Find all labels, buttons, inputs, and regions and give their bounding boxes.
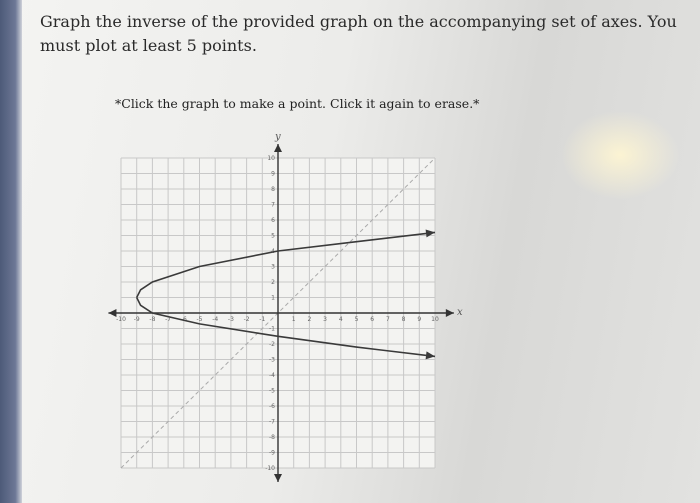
y-tick-label: -1 [269, 325, 275, 333]
y-tick-label: -3 [269, 356, 275, 364]
y-tick-label: 3 [271, 263, 275, 271]
x-tick-label: 10 [431, 316, 439, 323]
x-axis-label: x [456, 307, 463, 318]
y-axis-arrow-up [274, 144, 282, 152]
y-axis-label: y [275, 131, 281, 143]
x-tick-label: -7 [165, 316, 172, 323]
y-tick-label: -7 [269, 418, 275, 426]
x-tick-label: 8 [401, 316, 406, 323]
x-tick-label: 5 [354, 316, 359, 323]
y-tick-label: 8 [271, 186, 275, 193]
x-tick-label: 4 [338, 316, 343, 323]
x-tick-label: -3 [227, 316, 234, 323]
question-text: Graph the inverse of the provided graph on the accompanying set of axes. You must plot at least 5 points. [40, 12, 677, 55]
y-tick-label: -10 [265, 465, 275, 472]
x-tick-label: 7 [385, 316, 390, 323]
x-axis-arrow-right [446, 309, 454, 317]
y-axis-arrow-down [274, 474, 282, 482]
x-tick-label: 9 [417, 316, 422, 323]
y-tick-label: -4 [269, 372, 275, 379]
graph-instruction: *Click the graph to make a point. Click it again to erase.* [115, 96, 480, 111]
y-tick-label: -5 [269, 387, 275, 395]
y-tick-label: 2 [271, 279, 275, 286]
x-tick-label: 1 [291, 316, 296, 323]
x-tick-label: 2 [307, 316, 312, 323]
y-tick-label: -2 [269, 341, 275, 348]
y-tick-label: -6 [269, 403, 275, 410]
y-tick-label: 6 [271, 217, 275, 224]
x-tick-label: -10 [116, 316, 126, 323]
x-tick-label: -4 [212, 316, 219, 323]
x-tick-label: -8 [149, 316, 156, 323]
x-tick-label: -6 [180, 316, 187, 323]
y-tick-label: -9 [269, 449, 275, 457]
y-tick-label: 10 [267, 155, 275, 162]
y-tick-label: 5 [271, 232, 275, 240]
y-tick-label: 4 [271, 248, 275, 255]
x-tick-label: -5 [196, 316, 203, 323]
x-tick-label: -1 [259, 316, 266, 323]
x-tick-label: 3 [323, 316, 328, 323]
x-tick-label: 6 [370, 316, 375, 323]
x-tick-label: -9 [133, 316, 140, 323]
y-tick-label: 9 [271, 170, 275, 178]
y-tick-label: 7 [271, 201, 275, 209]
y-tick-label: 1 [271, 294, 275, 302]
y-tick-label: -8 [269, 434, 275, 441]
x-tick-label: -2 [243, 316, 250, 323]
